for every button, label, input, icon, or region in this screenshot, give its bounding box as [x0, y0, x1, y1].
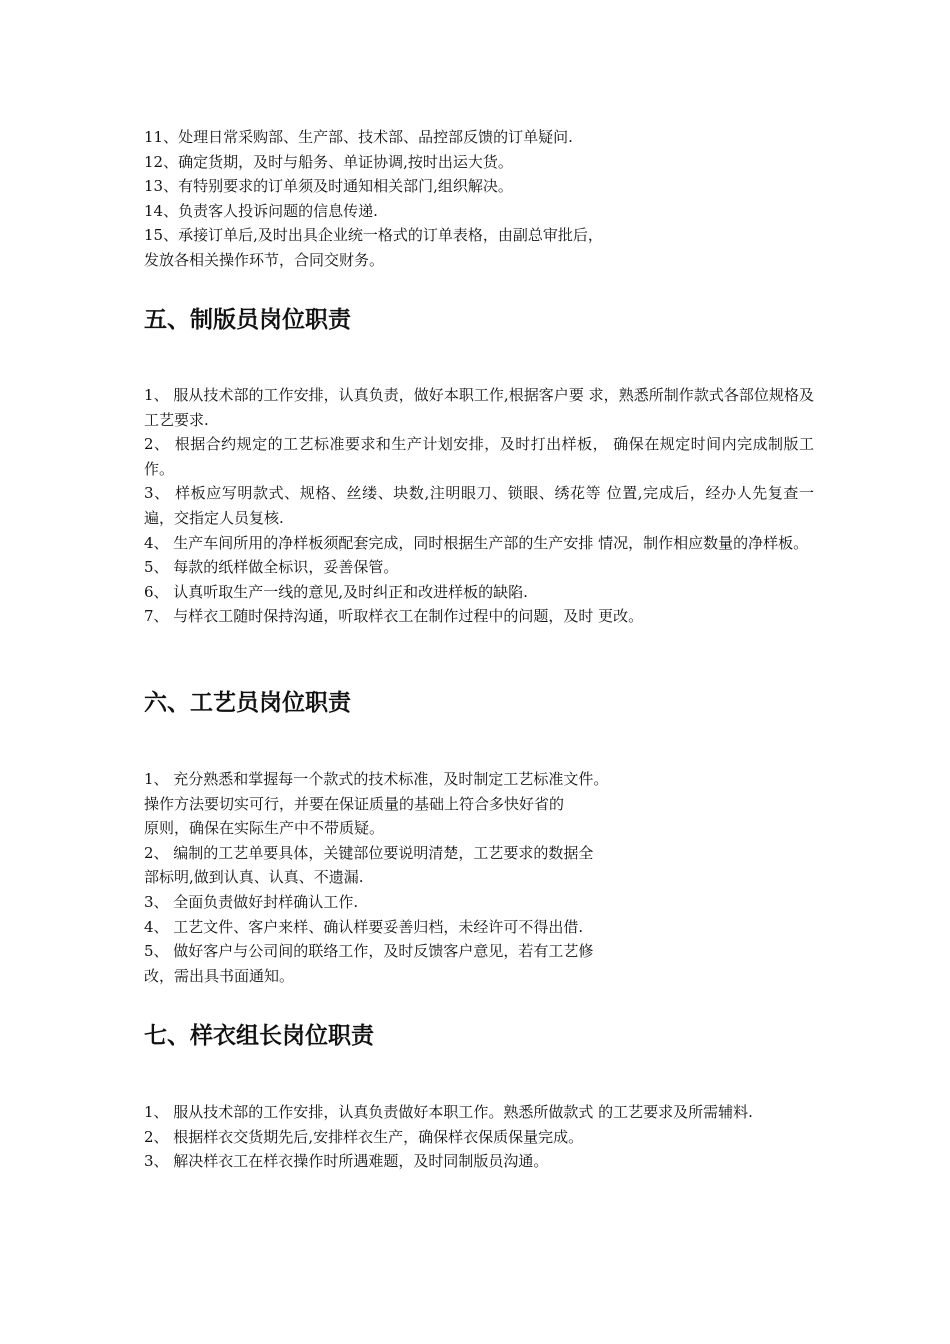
list-item: 发放各相关操作环节，合同交财务。 — [144, 250, 385, 269]
list-item: 13、有特别要求的订单须及时通知相关部门,组织解决。 — [144, 177, 513, 196]
intro-list — [144, 125, 814, 273]
list-item: 4、 工艺文件、客户来样、确认样要妥善归档，未经许可不得出借. — [144, 917, 584, 936]
list-item: 改，需出具书面通知。 — [144, 966, 295, 985]
list-item: 2、 根据合约规定的工艺标准要求和生产计划安排，及时打出样板， 确保在规定时间内完成制版工作。 — [144, 435, 814, 478]
list-item: 2、 编制的工艺单要具体，关键部位要说明清楚，工艺要求的数据全 — [144, 843, 594, 862]
list-item: 原则，确保在实际生产中不带质疑。 — [144, 819, 385, 838]
list-item: 6、 认真听取生产一线的意见,及时纠正和改进样板的缺陷. — [144, 582, 528, 601]
list-item: 7、 与样衣工随时保持沟通，听取样衣工在制作过程中的问题，及时 更改。 — [144, 607, 644, 626]
list-item: 5、 每款的纸样做全标识，妥善保管。 — [144, 558, 399, 577]
section-heading-sample-leader: 七、样衣组长岗位职责 — [144, 1023, 374, 1049]
list-item: 2、 根据样衣交货期先后,安排样衣生产，确保样衣保质保量完成。 — [144, 1127, 584, 1146]
section-heading-technician: 六、工艺员岗位职责 — [144, 690, 351, 716]
list-item: 3、 全面负责做好封样确认工作. — [144, 892, 359, 911]
section-platemaker-list — [144, 383, 814, 629]
list-item: 11、处理日常采购部、生产部、技术部、品控部反馈的订单疑问. — [144, 128, 573, 146]
list-item: 操作方法要切实可行，并要在保证质量的基础上符合多快好省的 — [144, 794, 565, 813]
section-technician-list — [144, 767, 814, 988]
list-item: 14、负责客人投诉问题的信息传递. — [144, 201, 378, 220]
list-item: 3、 样板应写明款式、规格、丝缕、块数,注明眼刀、锁眼、绣花等 位置,完成后，经办人先复查一遍，交指定人员复核. — [144, 484, 814, 527]
list-item: 15、承接订单后,及时出具企业统一格式的订单表格，由副总审批后， — [144, 226, 603, 245]
list-item: 12、确定货期，及时与船务、单证协调,按时出运大货。 — [144, 152, 513, 171]
list-item: 部标明,做到认真、认真、不遗漏. — [144, 868, 364, 887]
section-heading-platemaker: 五、制版员岗位职责 — [144, 307, 351, 333]
list-item: 1、 服从技术部的工作安排，认真负责做好本职工作。熟悉所做款式 的工艺要求及所需辅料. — [144, 1103, 753, 1121]
list-item: 4、 生产车间所用的净样板须配套完成，同时根据生产部的生产安排 情况，制作相应数量的净样板。 — [144, 533, 809, 552]
list-item: 1、 服从技术部的工作安排，认真负责，做好本职工作,根据客户要 求，熟悉所制作款式各部位规格及工艺要求. — [144, 386, 814, 429]
list-item: 5、 做好客户与公司间的联络工作，及时反馈客户意见，若有工艺修 — [144, 942, 594, 961]
section-sample-leader-list — [144, 1100, 814, 1174]
list-item: 3、 解决样衣工在样衣操作时所遇难题，及时同制版员沟通。 — [144, 1152, 549, 1171]
list-item: 1、 充分熟悉和掌握每一个款式的技术标准，及时制定工艺标准文件。 — [144, 770, 609, 788]
